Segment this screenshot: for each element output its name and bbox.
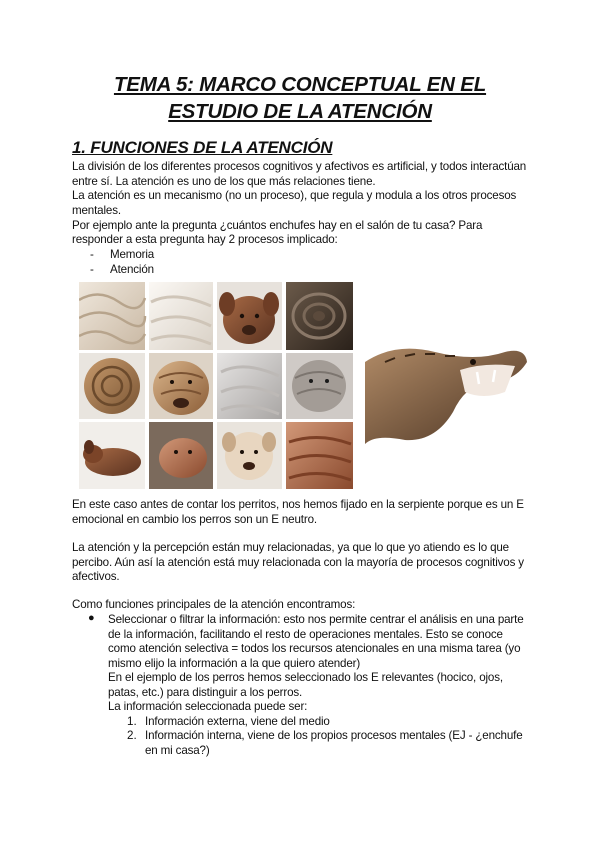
paragraph-3-line-2: responder a esta pregunta hay 2 procesos implicado: (72, 233, 338, 246)
paragraph-2-line-2: mentales. (72, 203, 121, 217)
bullet-1-line-3: como atención selectiva = todos los recursos atencionales en una misma tarea (yo (108, 642, 521, 655)
document-title (40, 71, 560, 125)
photo-dog-cream-puppy (217, 422, 282, 489)
bullet-1-line-2: de la información, facilitando el resto de operaciones mentales. Esto se conoce (108, 627, 503, 641)
bullet-1-line-6: patas, etc.) para distinguir a los perros. (108, 685, 303, 699)
bullet-1-line-1: Seleccionar o filtrar la información: esto nos permite centrar el análisis en una parte (108, 613, 524, 626)
paragraph-5-line-3: afectivos. (72, 570, 120, 583)
photo-towel-roll-tan (79, 353, 145, 419)
photo-towel-rust-stack (286, 422, 353, 489)
info-type-internal-line-2: en mi casa?) (145, 743, 210, 757)
title-line-2: ESTUDIO DE LA ATENCIÓN (168, 100, 432, 123)
photo-towel-dark (286, 282, 353, 350)
photo-dog-grey-wrinkled (286, 353, 353, 419)
photo-towel-white (149, 282, 213, 350)
photo-dog-on-towel (149, 422, 213, 489)
snake-photo (365, 322, 529, 444)
paragraph-5-line-1: La atención y la percepción están muy relacionadas, ya que lo que yo atiendo es lo que (72, 541, 509, 554)
paragraph-1-line-1: La división de los diferentes procesos cognitivos y afectivos es artificial, y todos interactúan (72, 160, 527, 173)
dogs-towels-photo-grid (79, 282, 353, 489)
photo-towel-cream (79, 282, 145, 350)
list-item-atencion: Atención (110, 262, 154, 276)
paragraph-6: Como funciones principales de la atención encontramos: (72, 598, 356, 611)
paragraph-4-line-1: En este caso antes de contar los perritos, nos hemos fijado en la serpiente porque es un E (72, 498, 524, 511)
paragraph-2-line-1: La atención es un mecanismo (no un proceso), que regula y modula a los otros procesos (72, 189, 517, 202)
list-dash: - (90, 248, 94, 261)
section-heading: 1. FUNCIONES DE LA ATENCIÓN (72, 138, 333, 157)
paragraph-1-line-2: entre sí. La atención es uno de los que más relaciones tiene. (72, 174, 376, 188)
photo-dog-brown-puppy (217, 282, 282, 350)
bullet-dot: ● (88, 612, 95, 624)
title-line-1: TEMA 5: MARCO CONCEPTUAL EN EL (113, 73, 487, 96)
info-type-external: Información externa, viene del medio (145, 714, 330, 728)
bullet-1-line-7: La información seleccionada puede ser: (108, 700, 308, 713)
photo-towel-grey (217, 353, 282, 419)
list-item-memoria: Memoria (110, 248, 155, 261)
bullet-1-line-5: En el ejemplo de los perros hemos seleccionado los E relevantes (hocico, ojos, (108, 671, 503, 684)
paragraph-5-line-2: percibo. Aún así la atención está muy relacionada con la mayoría de procesos cognitivos y (72, 555, 524, 569)
list-dash: - (90, 262, 94, 276)
paragraph-3-line-1: Por ejemplo ante la pregunta ¿cuántos enchufes hay en el salón de tu casa? Para (72, 218, 483, 232)
list-number: 2. (127, 729, 137, 742)
bullet-1-line-4: mismo elijo la información a la que quiero atender) (108, 656, 361, 670)
info-type-internal-line-1: Información interna, viene de los propios procesos mentales (EJ - ¿enchufe (145, 729, 523, 742)
photo-dog-lying-puppy (79, 422, 145, 489)
paragraph-4-line-2: emocional en cambio los perros son un E neutro. (72, 512, 317, 526)
list-number: 1. (127, 714, 137, 728)
photo-dog-shar-pei-face (149, 353, 213, 419)
